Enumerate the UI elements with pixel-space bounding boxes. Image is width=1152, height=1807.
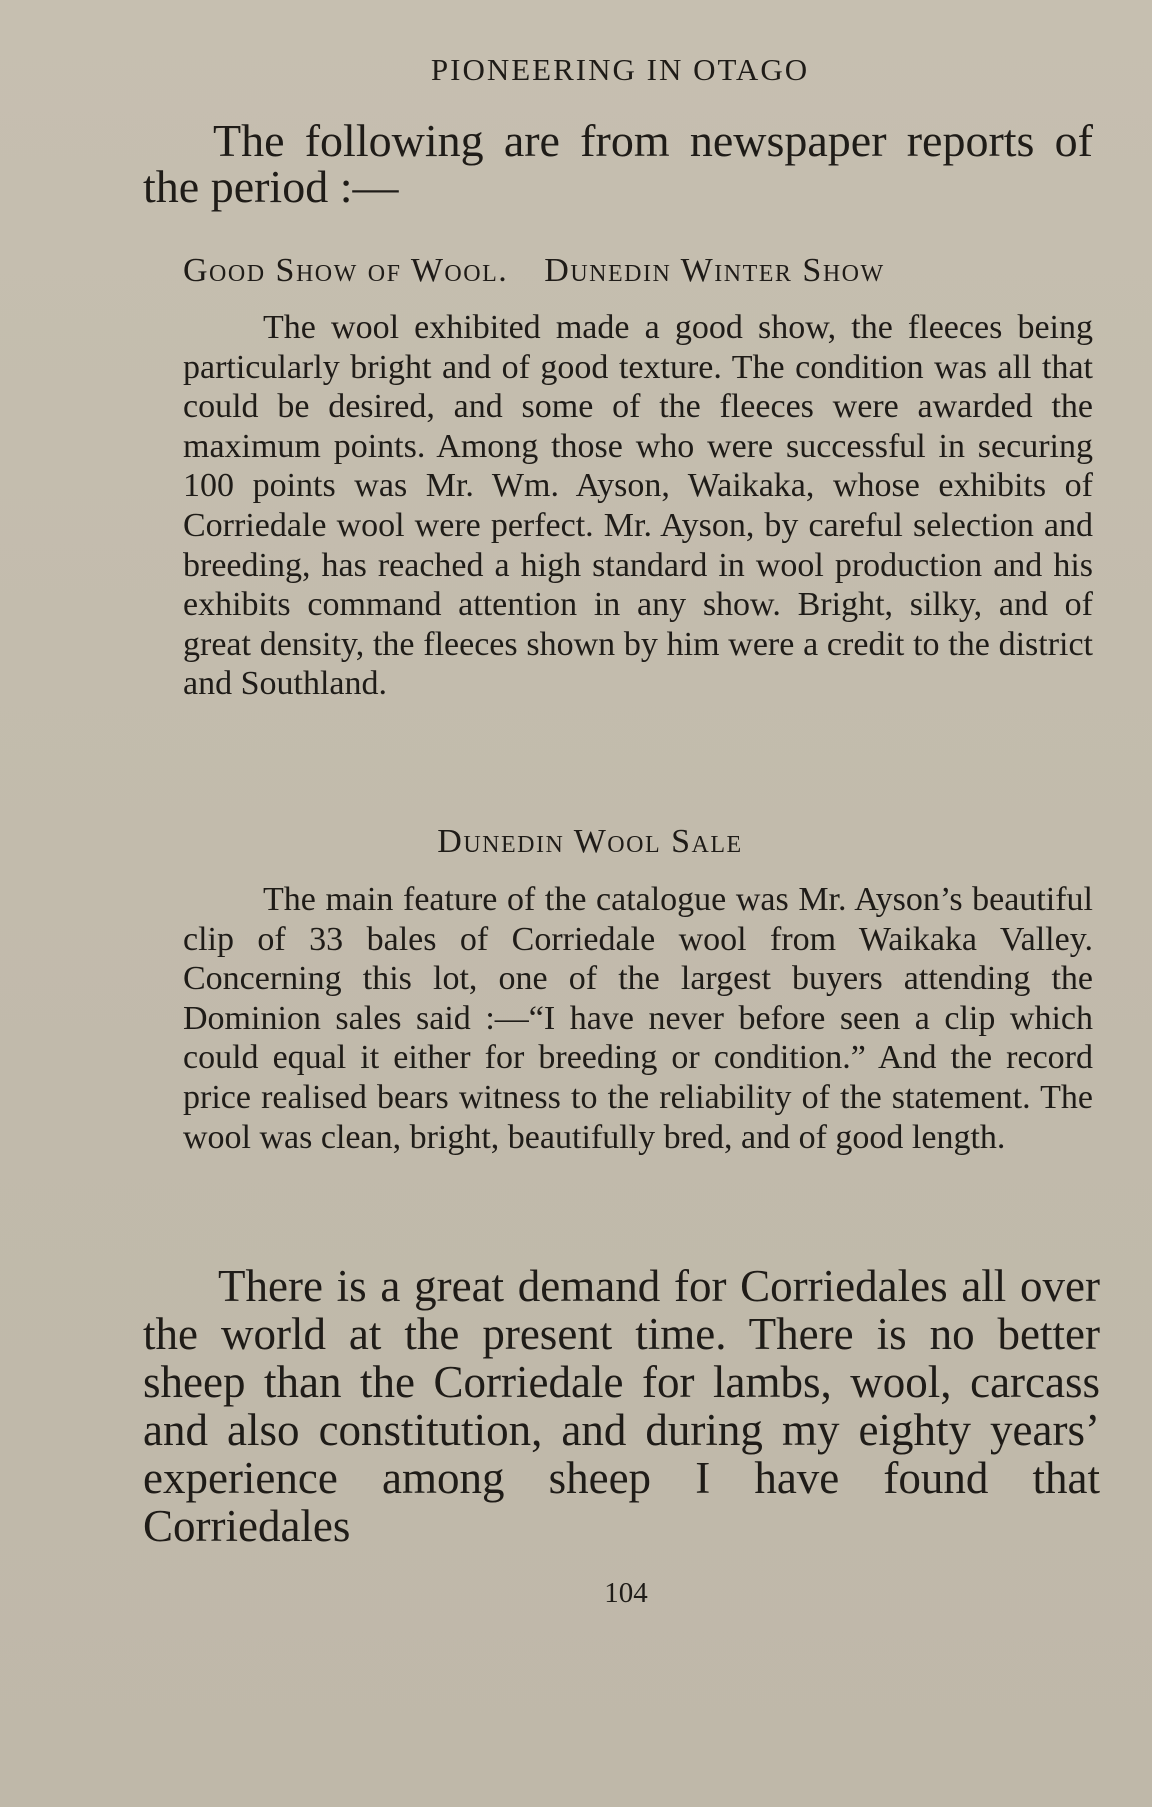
running-head: PIONEERING IN OTAGO [430,52,810,87]
heading-good-show: Good Show of Wool. [183,252,509,289]
paragraph-wool-sale: The main feature of the catalogue was Mr. Ayson’s beautiful clip of 33 bales of Corriedale wool from Waikaka Valley. Concerning this lot, one of the largest buyers attending the Dominion sales said :—“I have never before seen a clip which could equal it either for breeding or condition.” And the record price realised bears witness to the reliability of the statement. The wool was clean, bright, beautifully bred, and of good length. [183,881,1093,1156]
page-number: 104 [604,1577,648,1609]
section-heading-wool-show [183,252,885,290]
closing-text: There is a great demand for Corriedales all over the world at the present time. There is no better sheep than the Corriedale for lambs, wool, carcass and also constitution, and during my eighty years’ experience among sheep I have found that Corriedales [143,1261,1100,1551]
intro-text: The following are from newspaper reports of the period :— [143,115,1093,212]
section-heading-wool-sale: Dunedin Wool Sale [437,823,743,860]
heading-winter-show: Dunedin Winter Show [544,252,885,289]
paragraph-wool-show: The wool exhibited made a good show, the fleeces being particularly bright and of good texture. The condition was all that could be desired, and some of the fleeces were awarded the maximum points. Among those who were successful in securing 100 points was Mr. Wm. Ayson, Waikaka, whose exhibits of Corriedale wool were perfect. Mr. Ayson, by careful selection and breeding, has reached a high standard in wool production and his exhibits command attention in any show. Bright, silky, and of great density, the fleeces shown by him were a credit to the district and Southland. [183,309,1093,703]
